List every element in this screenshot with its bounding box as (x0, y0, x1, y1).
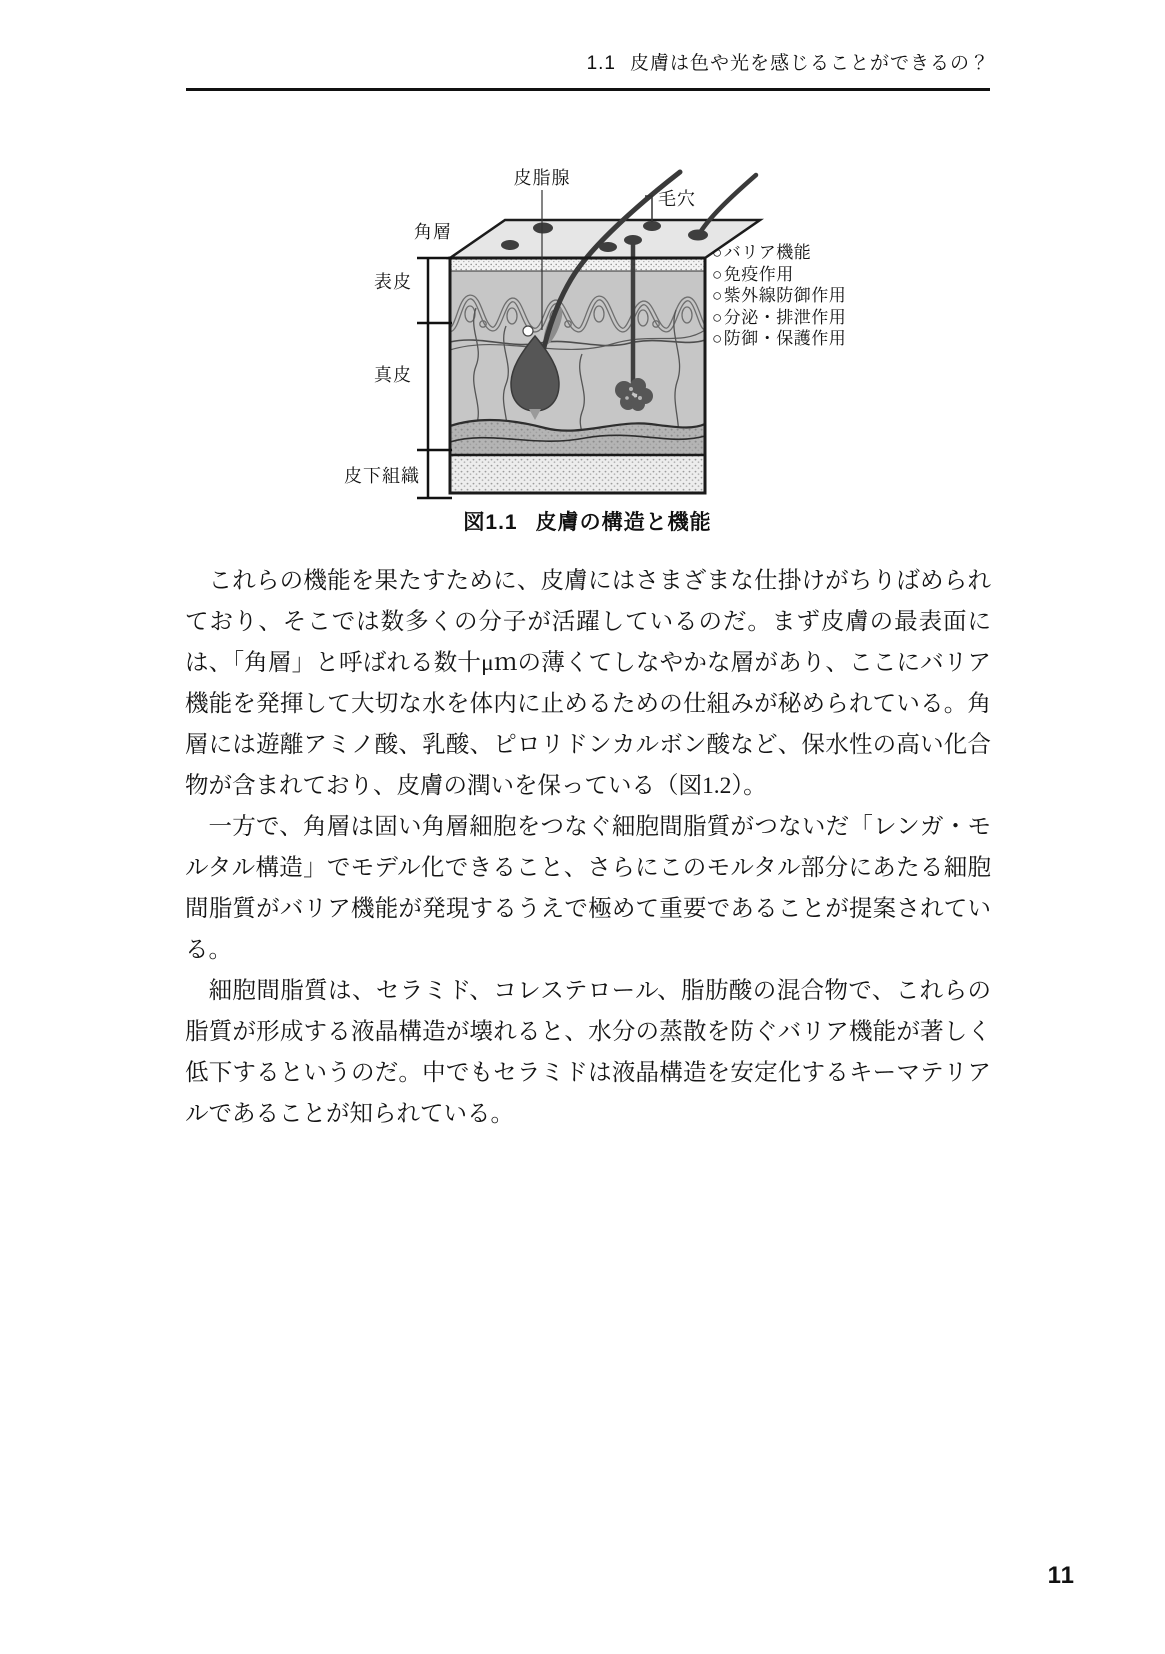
function-item (712, 307, 847, 329)
function-item (712, 242, 842, 264)
figure-caption (185, 506, 990, 536)
caption-title: 皮膚の構造と機能 (535, 511, 712, 534)
label-subcutaneous: 皮下組織 (344, 466, 420, 486)
section-number: 1.1 (586, 53, 616, 74)
circle-bullet-icon: ○ (712, 243, 723, 262)
circle-bullet-icon: ○ (712, 307, 723, 327)
layer-bracket (417, 258, 452, 498)
label-epidermis: 表皮 (374, 272, 412, 292)
function-item (712, 328, 847, 350)
page-number: 11 (1047, 1562, 1075, 1589)
header-rule (186, 88, 990, 91)
function-label: 免疫作用 (723, 264, 794, 284)
circle-bullet-icon: ○ (712, 329, 723, 348)
function-label: バリア機能 (723, 243, 812, 262)
paragraph: 細胞間脂質は、セラミド、コレステロール、脂肪酸の混合物で、これらの脂質が形成する液晶構造が壊れると、水分の蒸散を防ぐバリア機能が著しく低下するというのだ。中でもセラミドは液晶構造を安定化するキーマテリアルであることが知られている。 (185, 978, 991, 1127)
function-item (712, 264, 842, 286)
gland-highlight (523, 326, 533, 336)
label-stratum-corneum: 角層 (414, 222, 452, 242)
function-label: 防御・保護作用 (723, 329, 847, 348)
paragraph: これらの機能を果たすために、皮膚にはさまざまな仕掛けがちりばめられており、そこでは数多くの分子が活躍しているのだ。まず皮膚の最表面には、「角層」と呼ばれる数十μｍの薄くてしなやかな層があり、ここにバリア機能を発揮して大切な水を体内に止めるための仕組みが秘められている。角層には遊離アミノ酸、乳酸、ピロリドンカルボン酸など、保水性の高い化合物が含まれており、皮膚の潤いを保っている（図1.2）。 (185, 568, 991, 799)
section-title: 皮膚は色や光を感じることができるの？ (629, 53, 990, 74)
label-pore: 毛穴 (658, 189, 696, 209)
body-text (185, 561, 991, 1135)
circle-bullet-icon: ○ (712, 286, 723, 305)
caption-label: 図1.1 (463, 511, 518, 534)
paragraph: 一方で、角層は固い角層細胞をつなぐ細胞間脂質がつないだ「レンガ・モルタル構造」でモデル化できること、さらにこのモルタル部分にあたる細胞間脂質がバリア機能が発現するうえで極めて重要であることが提案されている。 (185, 814, 991, 963)
subcutaneous-band (450, 455, 705, 493)
function-item (712, 285, 847, 307)
function-label: 分泌・排泄作用 (723, 307, 847, 327)
circle-bullet-icon: ○ (712, 264, 723, 284)
function-label: 紫外線防御作用 (723, 286, 847, 305)
label-sebaceous-gland: 皮脂腺 (513, 168, 571, 188)
skin-functions-list (712, 242, 847, 350)
running-header (185, 48, 990, 75)
label-dermis: 真皮 (374, 365, 412, 385)
skin-structure-figure (340, 158, 847, 508)
